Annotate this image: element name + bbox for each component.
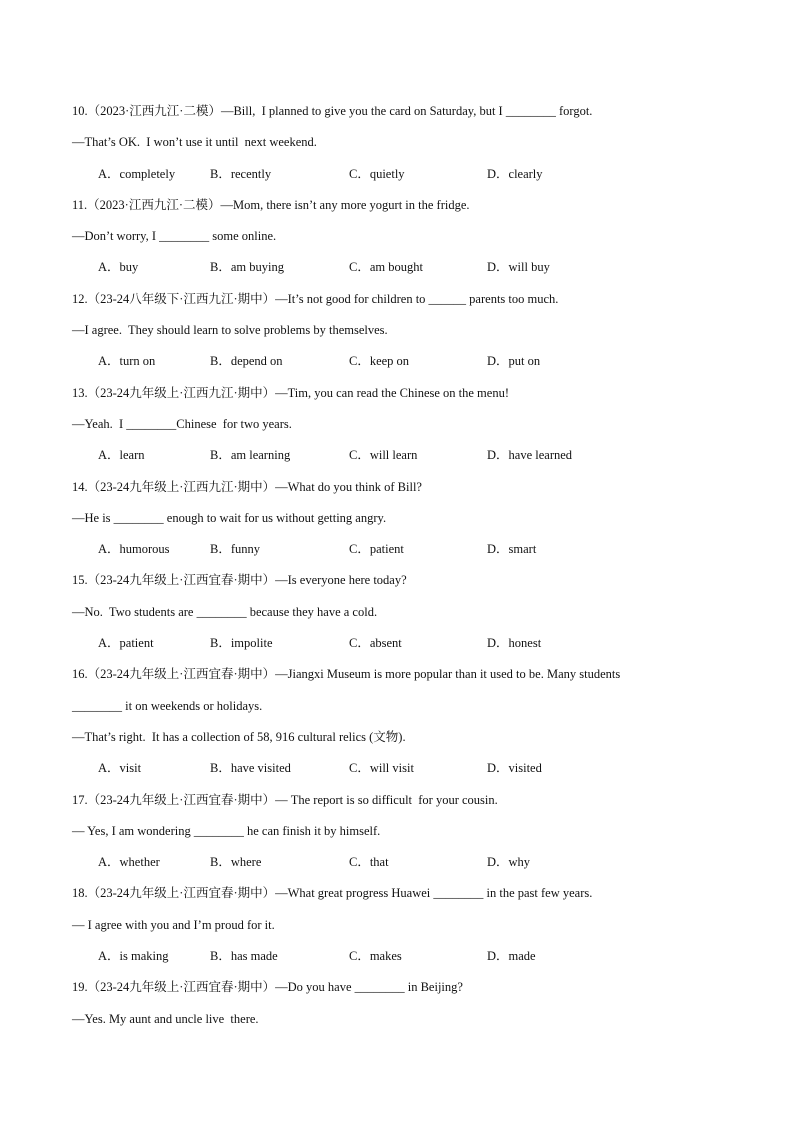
answer-option: A．is making	[98, 949, 169, 964]
answer-option: D．made	[487, 949, 536, 964]
answer-option: C．keep on	[349, 354, 410, 369]
answer-option: B．have visited	[210, 761, 291, 776]
question-line: —No. Two students are ________ because they have a cold.	[72, 604, 378, 619]
answer-option: B．recently	[210, 166, 272, 181]
answer-option: D．why	[487, 855, 531, 870]
question-item	[72, 96, 722, 190]
options-row	[72, 941, 722, 972]
question-line: — I agree with you and I’m proud for it.	[72, 917, 275, 932]
question-item	[72, 878, 722, 972]
answer-option: C．quietly	[349, 166, 405, 181]
answer-option: B．am buying	[210, 260, 284, 275]
answer-option: D．clearly	[487, 166, 543, 181]
question-line: —Yeah. I ________Chinese for two years.	[72, 416, 292, 431]
question-stem: 12.（23-24八年级下·江西九江·期中）—It’s not good for children to ______ parents too much.	[72, 291, 559, 306]
question-stem: 19.（23-24九年级上·江西宜春·期中）—Do you have ________ in Beijing?	[72, 980, 463, 995]
options-row	[72, 252, 722, 283]
options-row	[72, 440, 722, 471]
answer-option: D．honest	[487, 636, 542, 651]
answer-option: A．whether	[98, 855, 160, 870]
options-row	[72, 753, 722, 784]
answer-option: A．completely	[98, 166, 176, 181]
question-line: —I agree. They should learn to solve problems by themselves.	[72, 323, 388, 338]
answer-option: A．buy	[98, 260, 139, 275]
question-stem: 18.（23-24九年级上·江西宜春·期中）—What great progress Huawei ________ in the past few years.	[72, 886, 593, 901]
answer-option: D．visited	[487, 761, 542, 776]
question-item	[72, 378, 722, 472]
question-stem: 11.（2023·江西九江·二模）—Mom, there isn’t any more yogurt in the fridge.	[72, 197, 470, 212]
answer-option: D．put on	[487, 354, 541, 369]
answer-option: A．patient	[98, 636, 154, 651]
answer-option: B．impolite	[210, 636, 273, 651]
answer-option: B．am learning	[210, 448, 291, 463]
answer-option: C．makes	[349, 949, 402, 964]
question-item	[72, 190, 722, 284]
question-item	[72, 785, 722, 879]
answer-option: D．will buy	[487, 260, 550, 275]
answer-option: C．will visit	[349, 761, 414, 776]
question-stem: 16.（23-24九年级上·江西宜春·期中）—Jiangxi Museum is more popular than it used to be. Many students	[72, 667, 621, 682]
question-line: —Yes. My aunt and uncle live there.	[72, 1011, 259, 1026]
question-item	[72, 565, 722, 659]
question-line: — Yes, I am wondering ________ he can finish it by himself.	[72, 823, 381, 838]
answer-option: B．has made	[210, 949, 278, 964]
question-stem: 14.（23-24九年级上·江西九江·期中）—What do you think of Bill?	[72, 479, 422, 494]
answer-option: C．absent	[349, 636, 402, 651]
answer-option: A．visit	[98, 761, 142, 776]
answer-option: A．turn on	[98, 354, 156, 369]
answer-option: C．am bought	[349, 260, 423, 275]
options-row	[72, 847, 722, 878]
question-line: —That’s OK. I won’t use it until next weekend.	[72, 135, 317, 150]
question-line: —Don’t worry, I ________ some online.	[72, 229, 277, 244]
question-stem: 10.（2023·江西九江·二模）—Bill, I planned to give you the card on Saturday, but I ________ forgot.	[72, 104, 593, 118]
question-item	[72, 472, 722, 566]
answer-option: B．funny	[210, 542, 261, 557]
options-row	[72, 159, 722, 190]
question-stem: 13.（23-24九年级上·江西九江·期中）—Tim, you can read the Chinese on the menu!	[72, 385, 509, 400]
question-line: ________ it on weekends or holidays.	[72, 698, 263, 713]
answer-option: D．smart	[487, 542, 537, 557]
question-item	[72, 659, 722, 784]
answer-option: B．where	[210, 855, 262, 870]
answer-option: A．learn	[98, 448, 145, 463]
question-item	[72, 284, 722, 378]
answer-option: B．depend on	[210, 354, 283, 369]
answer-option: C．that	[349, 855, 389, 870]
question-line: —He is ________ enough to wait for us without getting angry.	[72, 510, 387, 525]
options-row	[72, 534, 722, 565]
answer-option: C．patient	[349, 542, 404, 557]
question-stem: 15.（23-24九年级上·江西宜春·期中）—Is everyone here today?	[72, 573, 407, 588]
options-row	[72, 628, 722, 659]
answer-option: A．humorous	[98, 542, 170, 557]
document-body	[72, 96, 722, 1035]
question-stem: 17.（23-24九年级上·江西宜春·期中）— The report is so difficult for your cousin.	[72, 792, 498, 807]
question-line: —That’s right. It has a collection of 58, 916 cultural relics (文物).	[72, 729, 406, 744]
options-row	[72, 346, 722, 377]
answer-option: C．will learn	[349, 448, 418, 463]
question-item	[72, 972, 722, 1035]
answer-option: D．have learned	[487, 448, 573, 463]
